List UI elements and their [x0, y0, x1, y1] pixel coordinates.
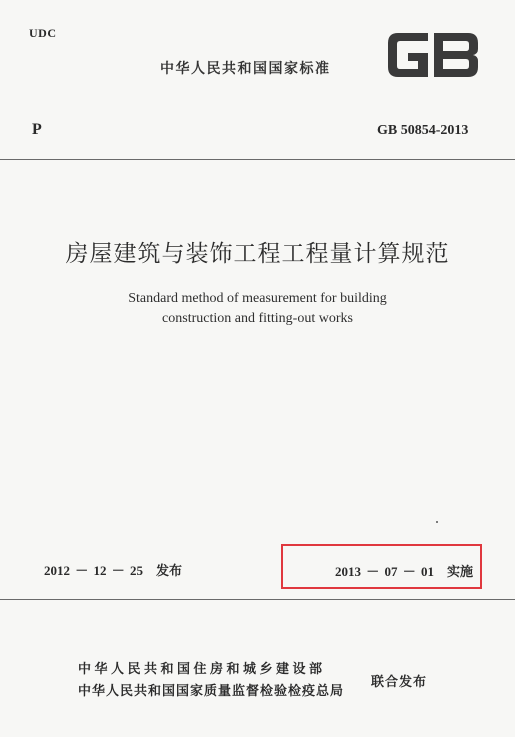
issue-date: 2012 － 12 － 25 发布: [44, 563, 183, 578]
title-chinese: 房屋建筑与装饰工程工程量计算规范: [65, 241, 450, 267]
speck: [436, 521, 438, 523]
title-english-line1: Standard method of measurement for building: [128, 291, 387, 306]
bottom-divider: [0, 599, 515, 600]
top-divider: [0, 159, 515, 160]
title-english-line2: construction and fitting-out works: [162, 311, 353, 326]
joint-release-label: 联合发布: [371, 675, 428, 690]
udc-label: UDC: [29, 26, 57, 40]
publisher-line-2: 中华人民共和国国家质量监督检验检疫总局: [78, 684, 345, 699]
standard-number: GB 50854-2013: [377, 123, 469, 138]
gb-logo: [384, 27, 482, 83]
classification-code: P: [32, 121, 42, 138]
implementation-date: 2013 － 07 － 01 实施: [335, 564, 474, 579]
standard-organization: 中华人民共和国国家标准: [160, 61, 331, 77]
publisher-line-1: 中华人民共和国住房和城乡建设部: [78, 662, 326, 677]
title-english: [0, 289, 515, 329]
